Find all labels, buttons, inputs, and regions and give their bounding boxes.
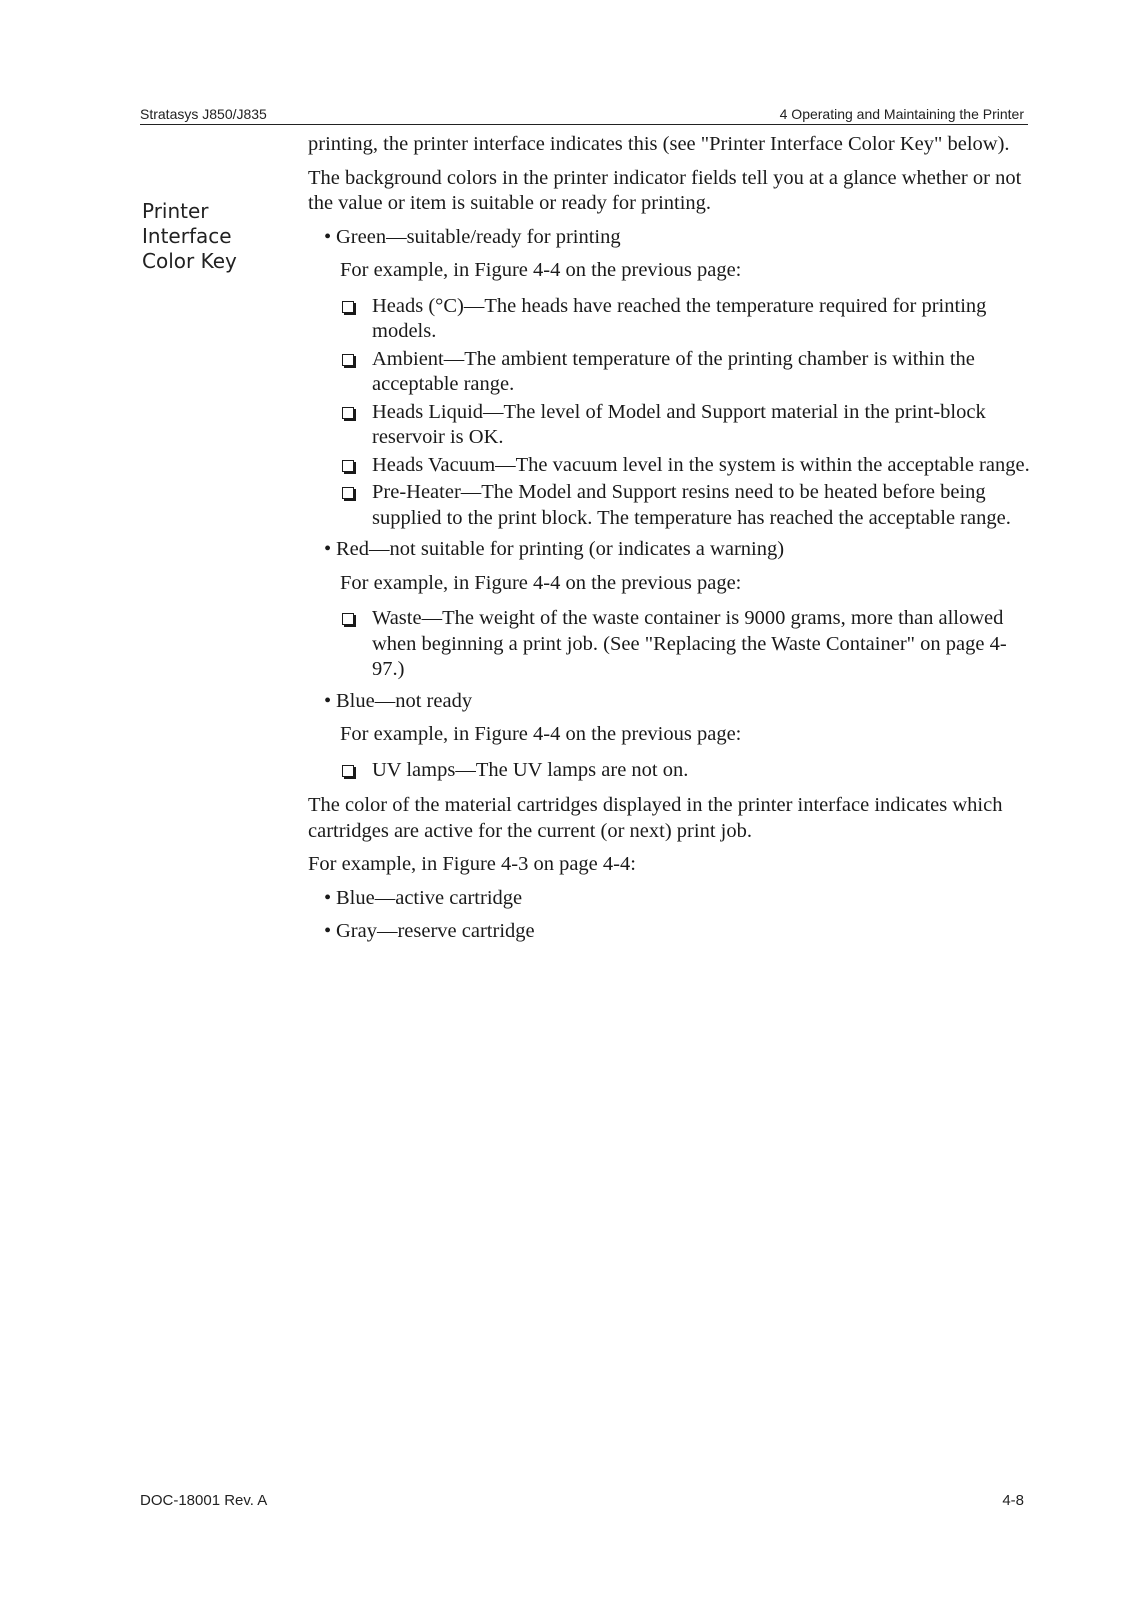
bullet-cartridge-reserve: • Gray—reserve cartridge [324,920,535,942]
checklist-text: Heads Liquid—The level of Model and Support material in the print-block reservoir is OK. [372,400,986,448]
checkbox-icon [342,765,354,777]
section-heading-line: Printer [142,199,209,223]
bullet-green: • Green—suitable/ready for printing [324,225,621,248]
bullet-text: Gray—reserve cartridge [336,920,535,942]
page-header [140,104,1028,125]
checklist-item [308,606,1038,683]
checklist-text: Waste—The weight of the waste container is 9000 grams, more than allowed when beginning a print job. (See "Replacing the Waste Container" on page 4-97.) [372,607,1007,680]
example-line: For example, in Figure 4-4 on the previous page: [340,259,742,281]
header-chapter-title: 4 Operating and Maintaining the Printer [779,106,1024,122]
bullet-text: Blue—not ready [336,689,473,712]
checklist-item [308,758,1038,784]
header-product-name: Stratasys J850/J835 [140,106,267,122]
bullet-red: • Red—not suitable for printing (or indicates a warning) [324,538,785,560]
section-heading-line: Interface [142,224,232,248]
bullet-blue: • Blue—not ready [324,689,473,712]
checklist-item [308,453,1038,479]
bullet-cartridge-active: • Blue—active cartridge [324,886,523,909]
bullet-text: Green—suitable/ready for printing [336,225,621,248]
section-heading [142,199,292,274]
cartridge-color-paragraph: The color of the material cartridges displayed in the printer interface indicates which cartridges are active for the current (or next) print job. [308,794,1003,842]
checkbox-icon [342,487,354,499]
intro-paragraph: printing, the printer interface indicates this (see "Printer Interface Color Key" below). [308,133,1010,155]
checklist-text: Ambient—The ambient temperature of the printing chamber is within the acceptable range. [372,347,975,395]
checklist-text: UV lamps—The UV lamps are not on. [372,758,689,781]
checklist-text: Heads (°C)—The heads have reached the temperature required for printing models. [372,294,987,342]
checklist-text: Pre-Heater—The Model and Support resins need to be heated before being supplied to the print block. The temperature has reached the acceptable range. [372,481,1011,529]
cartridge-example-paragraph: For example, in Figure 4-3 on page 4-4: [308,853,636,875]
checklist-item [308,400,1038,451]
checkbox-icon [342,354,354,366]
footer-doc-number: DOC-18001 Rev. A [140,1492,268,1509]
checkbox-icon [342,407,354,419]
checkbox-icon [342,613,354,625]
checklist-item [308,480,1038,531]
bullet-text: Blue—active cartridge [336,886,523,909]
section-heading-line: Color Key [142,249,237,273]
example-line: For example, in Figure 4-4 on the previous page: [340,571,742,594]
checklist-text: Heads Vacuum—The vacuum level in the system is within the acceptable range. [372,453,1030,476]
checkbox-icon [342,301,354,313]
footer-page-number: 4-8 [1002,1492,1024,1509]
main-content [308,132,1038,953]
checklist-item [308,347,1038,398]
checkbox-icon [342,460,354,472]
background-colors-paragraph: The background colors in the printer indicator fields tell you at a glance whether or not the value or item is suitable or ready for printing. [308,166,1022,214]
checklist-item [308,294,1038,345]
bullet-text: Red—not suitable for printing (or indicates a warning) [336,538,785,560]
example-line: For example, in Figure 4-4 on the previous page: [340,723,742,745]
